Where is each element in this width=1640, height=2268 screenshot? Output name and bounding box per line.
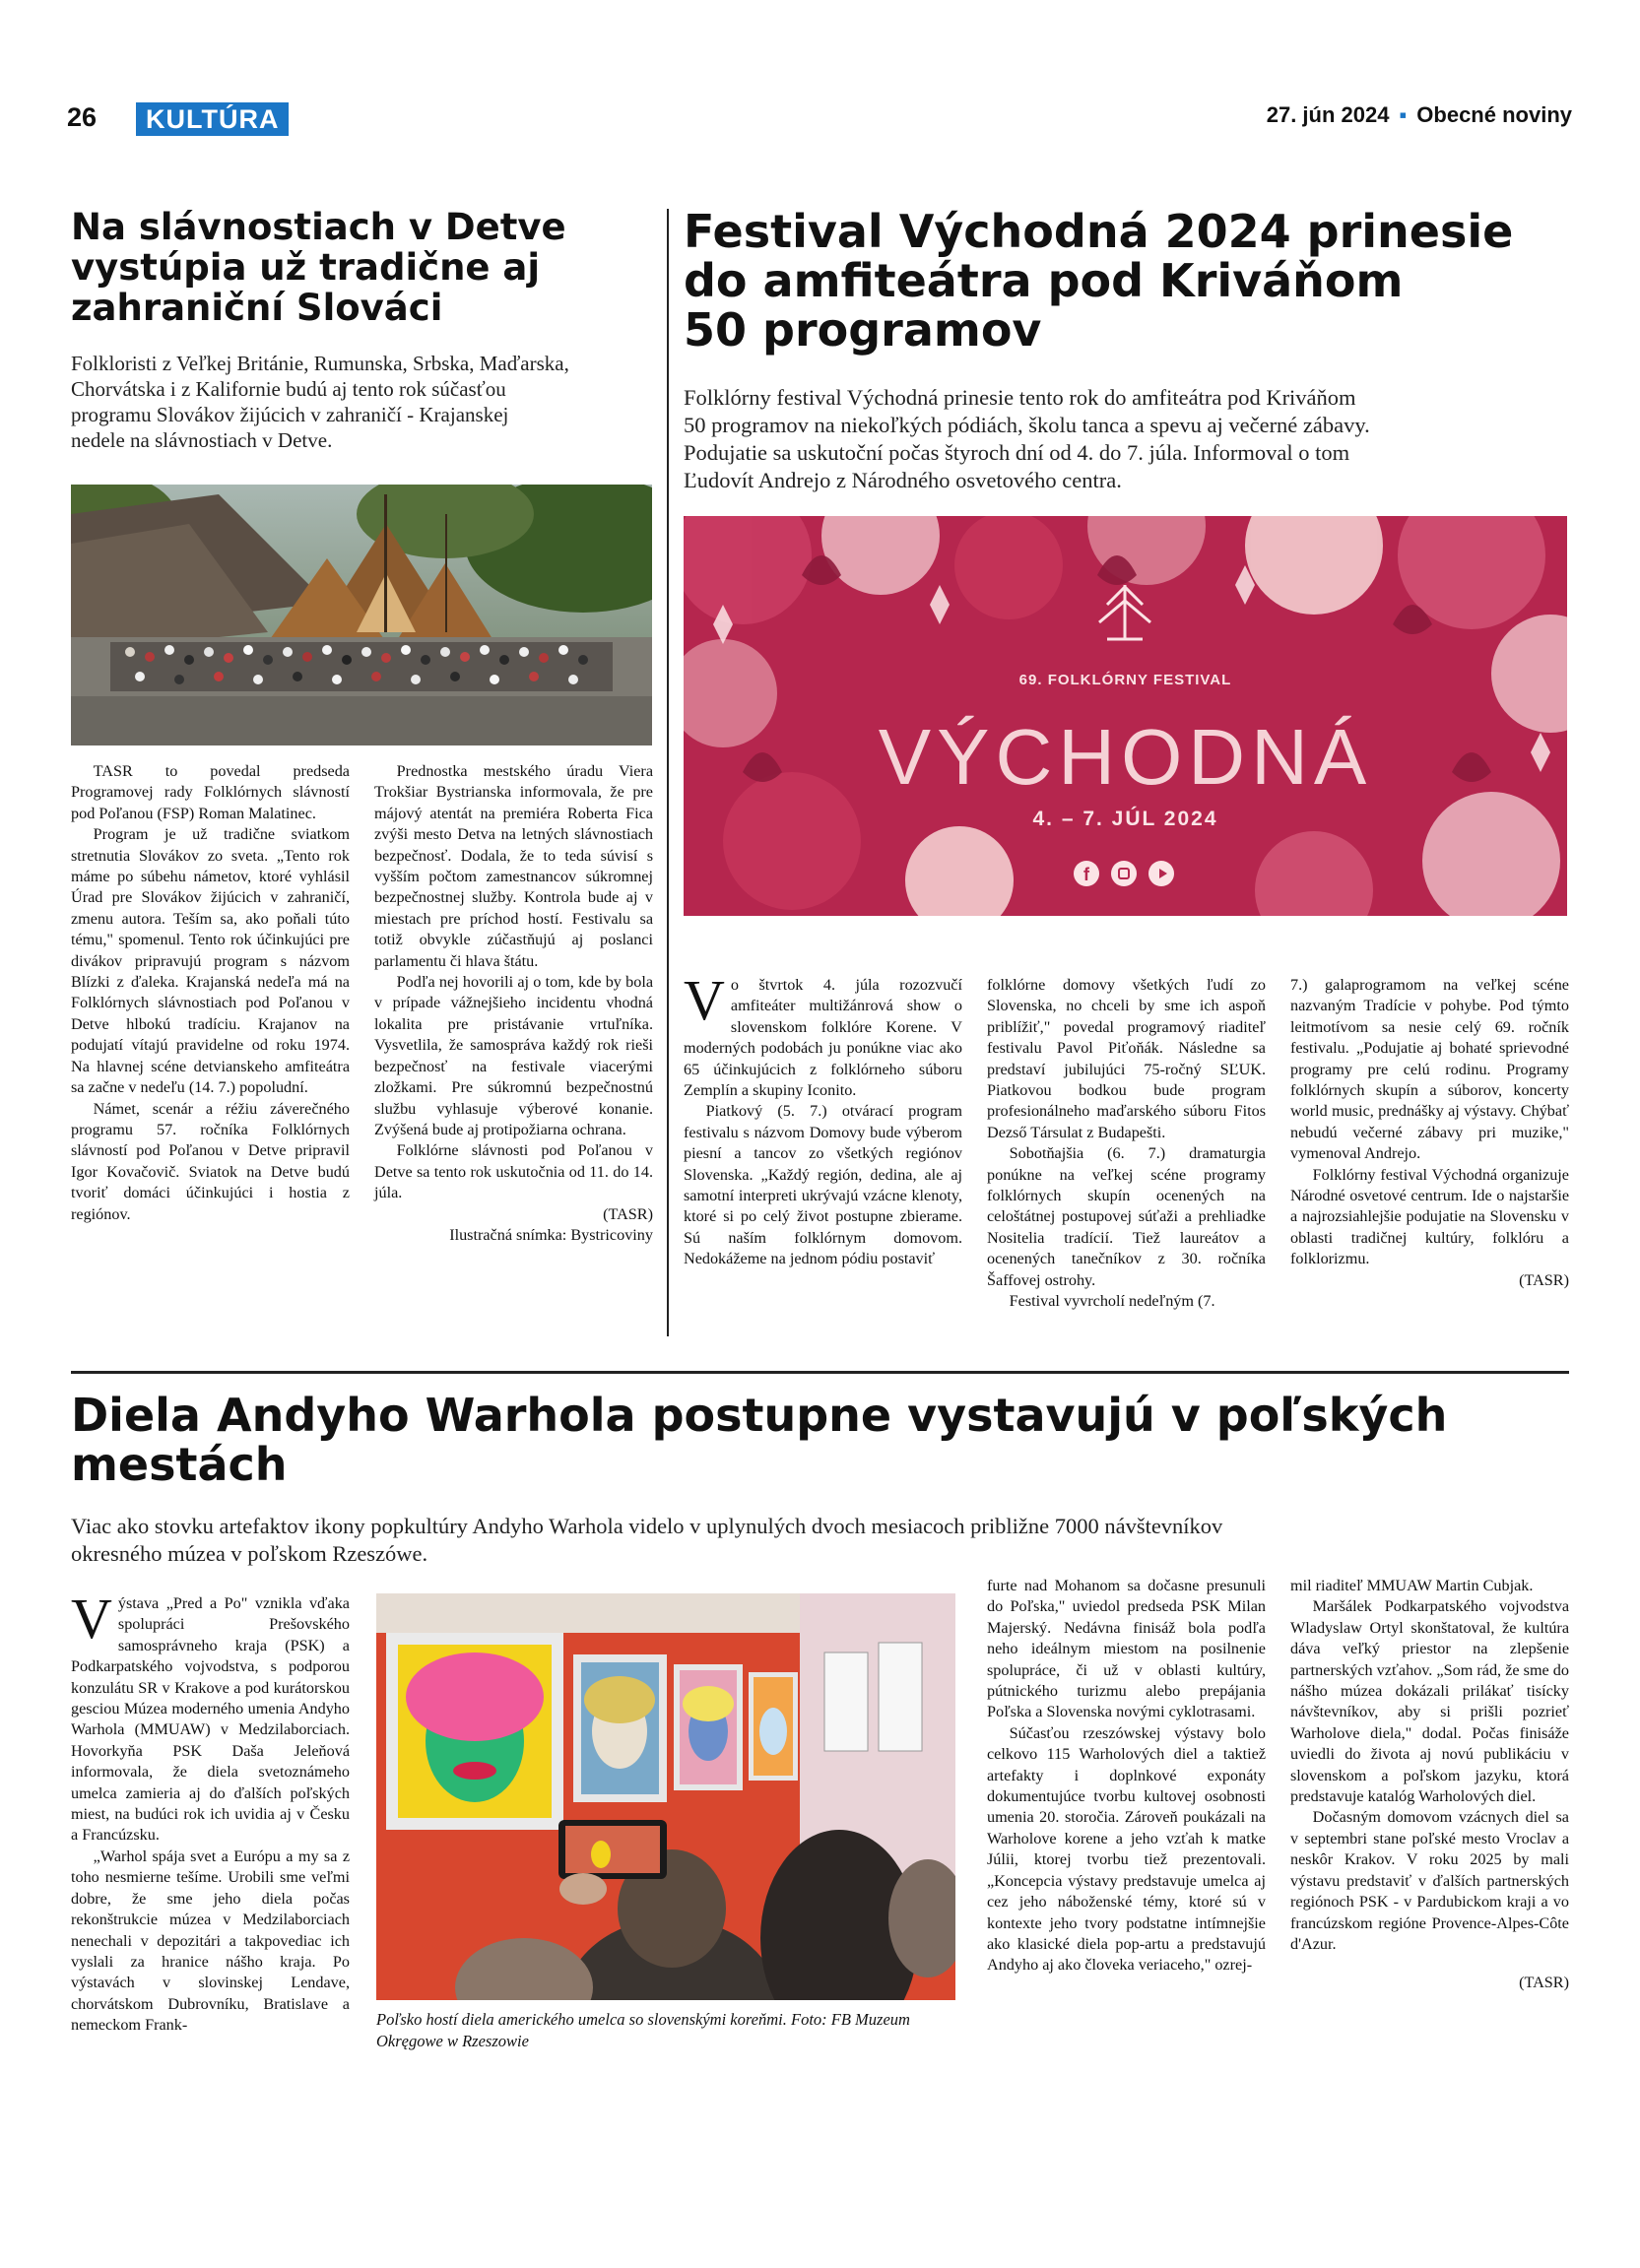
article-warhol-column-2 bbox=[987, 1576, 1266, 1976]
lead-line: Viac ako stovku artefaktov ikony popkultúry Andyho Warhola videlo v uplynulých dvoch mesiacoch približne 7000 návštevníkov bbox=[71, 1514, 1223, 1538]
paragraph: Podľa nej hovorili aj o tom, kde by bola v prípade vážnejšieho incidentu vhodná lokalita pre pristávanie vrtuľníka. Vysvetlila, že samospráva každý rok rieši bezpečnosť na festivale viacerými zložkami. Pre súkromnú bezpečnostnú službu vyhlasuje výberové konanie. Zvýšená bude aj protipožiarna ochrana. bbox=[374, 973, 653, 1138]
poster-title: VÝCHODNÁ bbox=[878, 713, 1373, 801]
paragraph: Festival vyvrcholí nedeľným (7. bbox=[1009, 1292, 1215, 1311]
title-line: vystúpia už tradične aj bbox=[71, 246, 541, 289]
section-divider bbox=[71, 1371, 1569, 1374]
lead-line: Chorvátska i z Kalifornie budú aj tento rok súčasťou bbox=[71, 377, 506, 401]
paragraph: furte nad Mohanom sa dočasne presunuli do Poľska," uviedol predseda PSK Milan Majerský. Nedávna finisáž bola podľa neho ideálnym miestom na posilnenie spolupráce, či už v oblasti kultúry, pútnického turizmu alebo prepájania Poľska a Slovenska novými cyklotrasami. bbox=[987, 1577, 1266, 1721]
publication-name: Obecné noviny bbox=[1416, 102, 1572, 127]
article-vychodna-column-1 bbox=[684, 968, 962, 1270]
article-warhol bbox=[71, 1391, 1569, 1489]
page-header bbox=[67, 102, 1572, 142]
youtube-icon bbox=[1148, 861, 1174, 886]
lead-line: Folklórny festival Východná prinesie tento rok do amfiteátra pod Kriváňom bbox=[684, 385, 1356, 410]
article-detva-column-2 bbox=[374, 761, 653, 1246]
paragraph: „Warhol spája svet a Európu a my sa z toho nesmierne tešíme. Urobili sme veľmi dobre, že sme jeho diela počas rekonštrukcie múzea v Medzilaborciach nenechali v depozitári a takpovediac ich vyslali za hranice nášho kraja. Po výstavách v slovinskej Lendave, chorvátskom Dubrovníku, Bratislave a nemeckom Frank- bbox=[71, 1847, 350, 2035]
poster-edition: 69. FOLKLÓRNY FESTIVAL bbox=[1018, 672, 1232, 688]
article-title bbox=[71, 207, 654, 328]
section-label: KULTÚRA bbox=[136, 102, 289, 136]
title-line: mestách bbox=[71, 1438, 288, 1491]
exhibition-photo-illustration bbox=[376, 1593, 955, 2000]
facebook-icon: f bbox=[1074, 861, 1099, 886]
title-line: Diela Andyho Warhola postupne vystavujú v poľských bbox=[71, 1389, 1448, 1442]
paragraph: Program je už tradične sviatkom stretnutia Slovákov zo sveta. „Tento rok máme po súbehu námetov, ktoré vyhlásil Úrad pre Slovákov žijúcich v zahraničí, zmenu autora. Teším sa, ako poňali túto tému," spomenul. Tento rok účinkujúci pre divákov pripravujú program s názvom Blízki z ďaleka. Krajanská nedeľa má na Folklórnych slávnostiach pod Poľanou v Detve hlbokú tradíciu. Krajanov na podujatí vítajú pravidelne od roku 1974. Na hlavnej scéne detvianskeho amfiteátra sa začne v nedeľu (14. 7.) popoludní. bbox=[71, 825, 350, 1097]
article-detva bbox=[71, 207, 654, 328]
article-source: (TASR) bbox=[1519, 1270, 1569, 1289]
header-separator: ▪ bbox=[1399, 102, 1408, 127]
page-number: 26 bbox=[67, 102, 98, 132]
article-lead bbox=[684, 384, 1570, 494]
article-vychodna-column-2 bbox=[987, 975, 1266, 1313]
photo-caption: Poľsko hostí diela amerického umelca so slovenskými koreňmi. Foto: FB Muzeum Okręgowe w Rzeszowie bbox=[376, 2010, 910, 2050]
article-lead bbox=[71, 1513, 1569, 1568]
lead-line: okresného múzea v poľskom Rzeszówe. bbox=[71, 1541, 428, 1566]
paragraph: TASR to povedal predseda Programovej rady Folklórnych slávností pod Poľanou (FSP) Roman Malatinec. bbox=[71, 762, 350, 822]
article-vychodna bbox=[684, 207, 1570, 355]
title-line: 50 programov bbox=[684, 303, 1042, 356]
article-source: (TASR) bbox=[603, 1204, 653, 1223]
article-title bbox=[684, 207, 1570, 355]
article-vychodna-column-3 bbox=[1290, 975, 1569, 1291]
paragraph: 7.) galaprogramom na veľkej scéne nazvaným Tradície v pohybe. Pod týmto leitmotívom sa nesie celý 69. ročník festivalu. „Podujatie aj bohaté sprievodné programy pre celú rodinu. Programy folklórnych skupín a súborov, koncerty world music, prednášky aj výstavy. Chýbať nebudú večerné zábavy pri muzike," vymenoval Andrejo. bbox=[1290, 976, 1569, 1163]
paragraph: mil riaditeľ MMUAW Martin Cubjak. bbox=[1290, 1577, 1534, 1594]
paragraph: Súčasťou rzeszówskej výstavy bolo celkovo 115 Warholových diel a taktiež artefakty i doplnkové exponáty dokumentujúce tvorbu kultovej osobnosti umenia 20. storočia. Zároveň poukázali na Warholove korene a jeho vzťah k matke Júlii, ktorej tvorbu tiež prezentovali. „Koncepcia výstavy predstavuje umelca aj cez jeho náboženské témy, ktoré sú v kontexte jeho tvory podstatne intímnejšie ako klasické diela pop-artu a predstavujú Andyho aj ako človeka veriaceho," ozrej- bbox=[987, 1723, 1266, 1975]
title-line: do amfiteátra pod Kriváňom bbox=[684, 254, 1404, 307]
paragraph: Dočasným domovom vzácnych diel sa v septembri stane poľské mesto Vroclav a neskôr Krakov. V roku 2025 by mali výstavu predstaviť v ďalších partnerských regiónoch PSK - v Pardubickom kraji a vo francúzskom regióne Provence-Alpes-Côte d'Azur. bbox=[1290, 1808, 1569, 1953]
title-line: Festival Východná 2024 prinesie bbox=[684, 205, 1514, 258]
lead-line: nedele na slávnostiach v Detve. bbox=[71, 428, 333, 452]
paragraph: Prednostka mestského úradu Viera Trokšiar Bystrianska informovala, že pre májový atentát na premiéra Roberta Fica zvýši mesto Detva na letných slávnostiach bezpečnosť. Dodala, že to teda súvisí s vyšším počtom zamestnancov súkromnej bezpečnostnej služby. Kontrola bude aj v miestach pre príchod hostí. Festivalu sa totiž obvykle zúčastňujú aj poslanci parlamentu či hlava štátu. bbox=[374, 762, 653, 970]
paragraph: Folklórne slávnosti pod Poľanou v Detve sa tento rok uskutočnia od 11. do 14. júla. bbox=[374, 1141, 653, 1202]
poster-social-icons bbox=[1074, 861, 1182, 890]
paragraph: Folklórny festival Východná organizuje Národné osvetové centrum. Ide o najstaršie a najrozsiahlejšie podujatie na Slovensku v oblasti tradičnej kultúry, folklóru a folklorizmu. bbox=[1290, 1165, 1569, 1268]
title-line: Na slávnostiach v Detve bbox=[71, 206, 566, 248]
festival-photo-illustration bbox=[71, 485, 652, 745]
lead-line: Podujatie sa uskutoční počas štyroch dní od 4. do 7. júla. Informoval o tom bbox=[684, 440, 1350, 465]
exhibition-photo bbox=[376, 1593, 955, 2000]
issue-date: 27. jún 2024 bbox=[1266, 102, 1390, 127]
paragraph: ýstava „Pred a Po" vznikla vďaka spolupráci Prešovského samosprávneho kraja (PSK) a Podkarpatského vojvodstva, s podporou konzulátu SR v Krakove a pod kurátorskou gesciou Múzea moderného umenia Andyho Warhola (MMUAW) v Medzilaborciach. Hovorkyňa PSK Daša Jeleňová informovala, že diela svetoznámeho umelca zamieria aj do ďalších poľských miest, na budúci rok ich uvidia aj v Česku a Francúzsku. bbox=[71, 1594, 350, 1845]
paragraph: Piatkový (5. 7.) otvárací program festivalu s názvom Domovy bude výberom piesní a tancov zo všetkých regiónov Slovenska. „Každý región, dedina, ale aj samotní interpreti ukrývajú vzácne klenoty, ktoré si po celý život postupne zbierame. Sú naším folklórnym domovom. Nedokážeme na jednom pódiu postaviť bbox=[684, 1102, 962, 1268]
lead-line: Folkloristi z Veľkej Británie, Rumunska, Srbska, Maďarska, bbox=[71, 352, 569, 375]
festival-photo bbox=[71, 485, 652, 745]
article-lead bbox=[71, 351, 662, 453]
paragraph: Maršálek Podkarpatského vojvodstva Wladyslaw Ortyl skonštatoval, že kultúra dáva veľký priestor na zlepšenie partnerských vzťahov. „Som rád, že sme do nášho múzea dokázali prilákať tisícky návštevníkov, aby si prišli pozrieť Warholove diela," dodal. Počas finisáže uviedli do života aj novú publikáciu v slovenskom a poľskom jazyku, ktorá predstavuje katalóg Warholových diel. bbox=[1290, 1597, 1569, 1806]
drop-cap: V bbox=[71, 1587, 112, 1651]
lead-line: 50 programov na niekoľkých pódiách, školu tanca a spevu aj večerné zábavy. bbox=[684, 413, 1370, 437]
lead-line: programu Slovákov žijúcich v zahraničí - Krajanskej bbox=[71, 403, 509, 426]
paragraph: folklórne domovy všetkých ľudí zo Slovenska, no chceli by sme ich aspoň priblížiť," povedal programový riaditeľ festivalu Pavol Piťoňák. Následne sa predstaví jubilujúci 75-ročný SĽUK. Piatkovou bodkou bude program profesionálneho maďarského súboru Fitos Dezső Társulat z Budapešti. bbox=[987, 976, 1266, 1141]
lead-line: Ľudovít Andrejo z Národného osvetového centra. bbox=[684, 468, 1122, 492]
paragraph: Sobotňajšia (6. 7.) dramaturgia ponúkne na veľkej scéne programy folklórnych skupín ocenených na celoštátnej postupovej súťaži a prehliadke Nositelia tradícií. Tiež laureátov a ocenených tanečníkov z 30. ročníka Šaffovej ostrohy. bbox=[987, 1144, 1266, 1289]
instagram-icon bbox=[1111, 861, 1137, 886]
article-warhol-column-1 bbox=[71, 1587, 350, 2037]
festival-poster bbox=[684, 516, 1567, 916]
drop-cap: V bbox=[684, 968, 725, 1032]
title-line: zahraniční Slováci bbox=[71, 287, 443, 329]
article-source: (TASR) bbox=[1519, 1974, 1569, 1992]
article-title bbox=[71, 1391, 1569, 1489]
paragraph: Námet, scenár a réžiu záverečného programu 57. ročníka Folklórnych slávností pod Poľanou v Detve pripravil Igor Kovačovič. Sviatok na Detve budú tvoriť domáci účinkujúci i hostia z regiónov. bbox=[71, 1099, 350, 1223]
article-warhol-column-3 bbox=[1290, 1576, 1569, 1994]
column-divider bbox=[667, 209, 669, 1336]
article-detva-column-1 bbox=[71, 761, 350, 1225]
paragraph: o štvrtok 4. júla rozozvučí amfiteáter multižánrová show o slovenskom folklóre Korene. V moderných podobách ju ponúkne viac ako 65 účinkujúcich z folklórneho súboru Zemplín a skupiny Iconito. bbox=[684, 976, 962, 1100]
photo-credit: Ilustračná snímka: Bystricoviny bbox=[449, 1225, 653, 1244]
poster-dates: 4. – 7. JÚL 2024 bbox=[1032, 808, 1218, 830]
header-meta bbox=[1267, 102, 1572, 128]
